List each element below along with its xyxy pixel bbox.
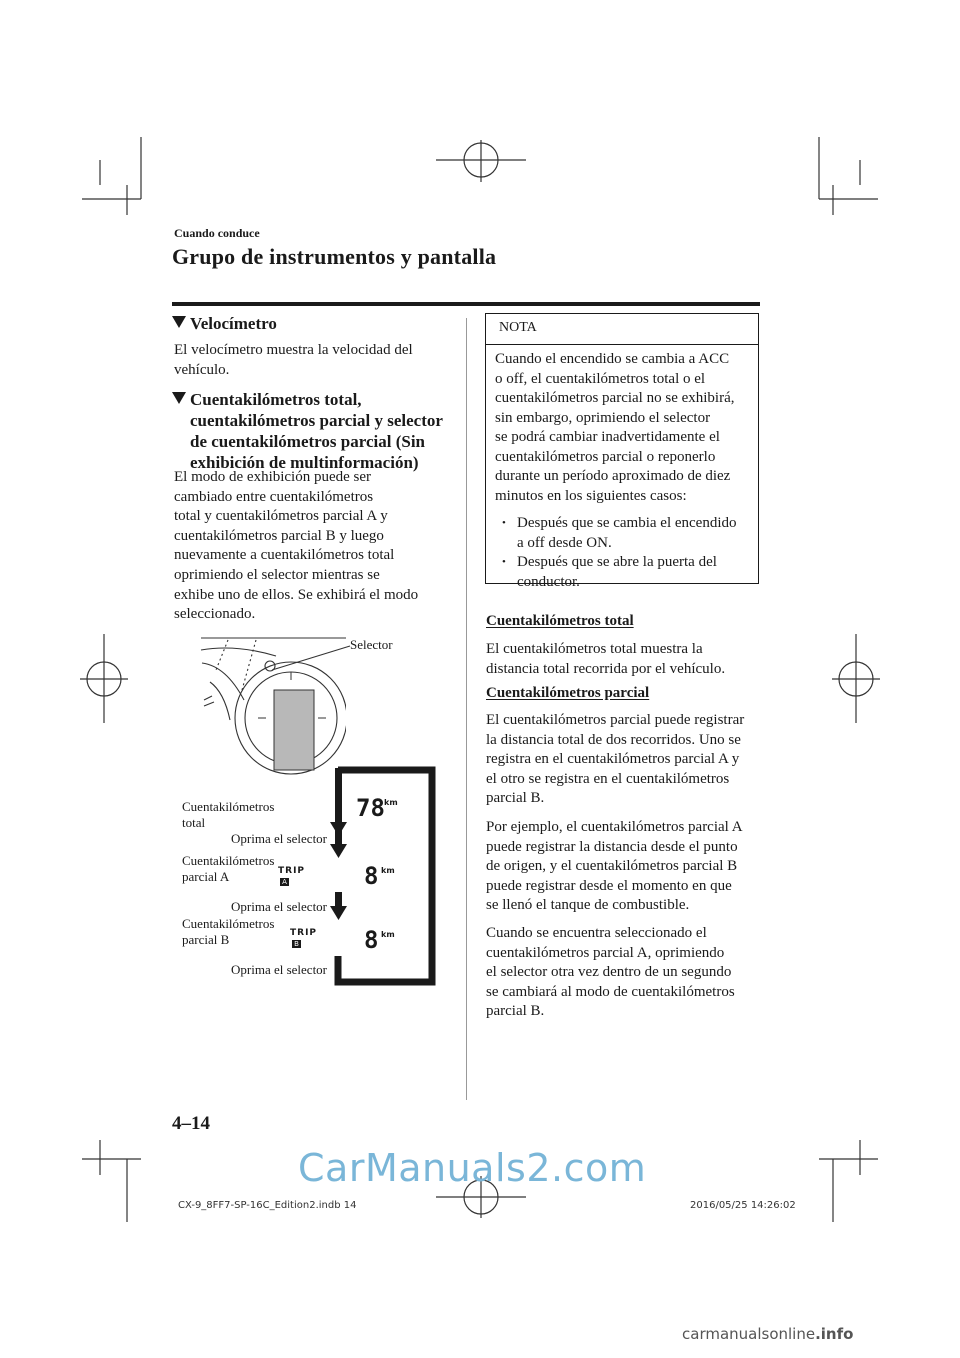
odometer-display-panel xyxy=(330,760,442,990)
trip-meter-heading: Cuentakilómetros parcial xyxy=(486,685,650,701)
trip-meter-p2: Por ejemplo, el cuentakilómetros parcial A puede registrar la distancia desde el punto de origen, y el cuentakilómetros parcial B puede registrar desde el momento en que se llenó el tanque de combustible. xyxy=(486,819,743,914)
display-trip-a-unit: km xyxy=(381,866,395,875)
display-trip-b-unit: km xyxy=(381,930,395,939)
trip-b-badge: B xyxy=(292,940,301,948)
trip-meter-p3: Cuando se encuentra seleccionado el cuentakilómetros parcial A, oprimiendo el selector otra vez dentro de un segundo se cambiará al modo de cuentakilómetros parcial B. xyxy=(486,925,735,1020)
selector-leader-line xyxy=(270,640,360,672)
selector-label: Selector xyxy=(350,637,393,652)
section-label: Cuando conduce xyxy=(174,226,260,240)
note-body: Cuando el encendido se cambia a ACC o off, el cuentakilómetros total o el cuentakilómetros parcial no se exhibirá, sin embargo, oprimiendo el selector se podrá cambiar inadvertidamente el cuentakilómetros parcial o reponerlo durante un período aproximado de diez minutos en los siguientes casos: • Después que se cambia el encendido a off desde ON. • Después que se abre la puerta del conductor. xyxy=(495,350,757,592)
note-header xyxy=(486,314,758,345)
odometer-total-body: El cuentakilómetros total muestra la distancia total recorrida por el vehículo. xyxy=(486,641,726,677)
display-total-value: 78 xyxy=(356,794,385,822)
speedometer-body: El velocímetro muestra la velocidad del vehículo. xyxy=(174,342,413,378)
odometer-body: El modo de exhibición puede ser cambiado entre cuentakilómetros total y cuentakilómetros parcial A y cuentakilómetros parcial B y luego nuevamente a cuentakilómetros total oprimiendo el selector mientras se exhibe uno de ellos. Se exhibirá el modo seleccionado. xyxy=(174,469,419,623)
trip-b-label: Cuentakilómetros parcial B xyxy=(182,916,275,947)
trip-a-label: Cuentakilómetros parcial A xyxy=(182,853,275,884)
trip-b-indicator: TRIP xyxy=(290,928,318,938)
note-bullet-2: • Después que se abre la puerta del conductor. xyxy=(495,553,757,592)
trip-a-indicator: TRIP xyxy=(278,866,306,876)
speedometer-heading: Velocímetro xyxy=(172,313,277,334)
footer-filename: CX-9_8FF7-SP-16C_Edition2.indb 14 xyxy=(178,1200,357,1211)
footer-timestamp: 2016/05/25 14:26:02 xyxy=(690,1200,796,1211)
trip-a-badge: A xyxy=(280,878,289,886)
note-bullet-1: • Después que se cambia el encendido a off desde ON. xyxy=(495,514,757,553)
odometer-heading: Cuentakilómetros total, cuentakilómetros parcial y selector de cuentakilómetros parcial (Sin exhibición de multinformación) xyxy=(172,389,443,473)
display-trip-b-value: 8 xyxy=(364,926,379,954)
column-divider xyxy=(466,318,467,1100)
page-title: Grupo de instrumentos y pantalla xyxy=(172,244,497,269)
note-bullets xyxy=(495,514,757,592)
press-selector-label-2: Oprima el selector xyxy=(231,899,328,914)
press-selector-label-3: Oprima el selector xyxy=(231,962,328,977)
triangle-marker-icon xyxy=(172,316,186,328)
display-trip-a-value: 8 xyxy=(364,862,379,890)
odo-total-label: Cuentakilómetros total xyxy=(182,799,275,830)
watermark: CarManuals2.com xyxy=(298,1146,647,1190)
odometer-total-heading: Cuentakilómetros total xyxy=(486,613,634,629)
note-box xyxy=(485,313,759,590)
header-rule xyxy=(172,302,760,306)
display-total-unit: km xyxy=(384,798,398,807)
trip-meter-p1: El cuentakilómetros parcial puede registrar la distancia total de dos recorridos. Uno se registra en el cuentakilómetros parcial A y el otro se registra en el cuentakilómetros parcial B. xyxy=(486,712,745,807)
note-title: NOTA xyxy=(499,320,537,335)
press-selector-label-1: Oprima el selector xyxy=(231,831,328,846)
page-number: 4–14 xyxy=(172,1113,210,1134)
site-watermark: carmanualsonline.info xyxy=(682,1325,854,1343)
triangle-marker-icon xyxy=(172,392,186,404)
